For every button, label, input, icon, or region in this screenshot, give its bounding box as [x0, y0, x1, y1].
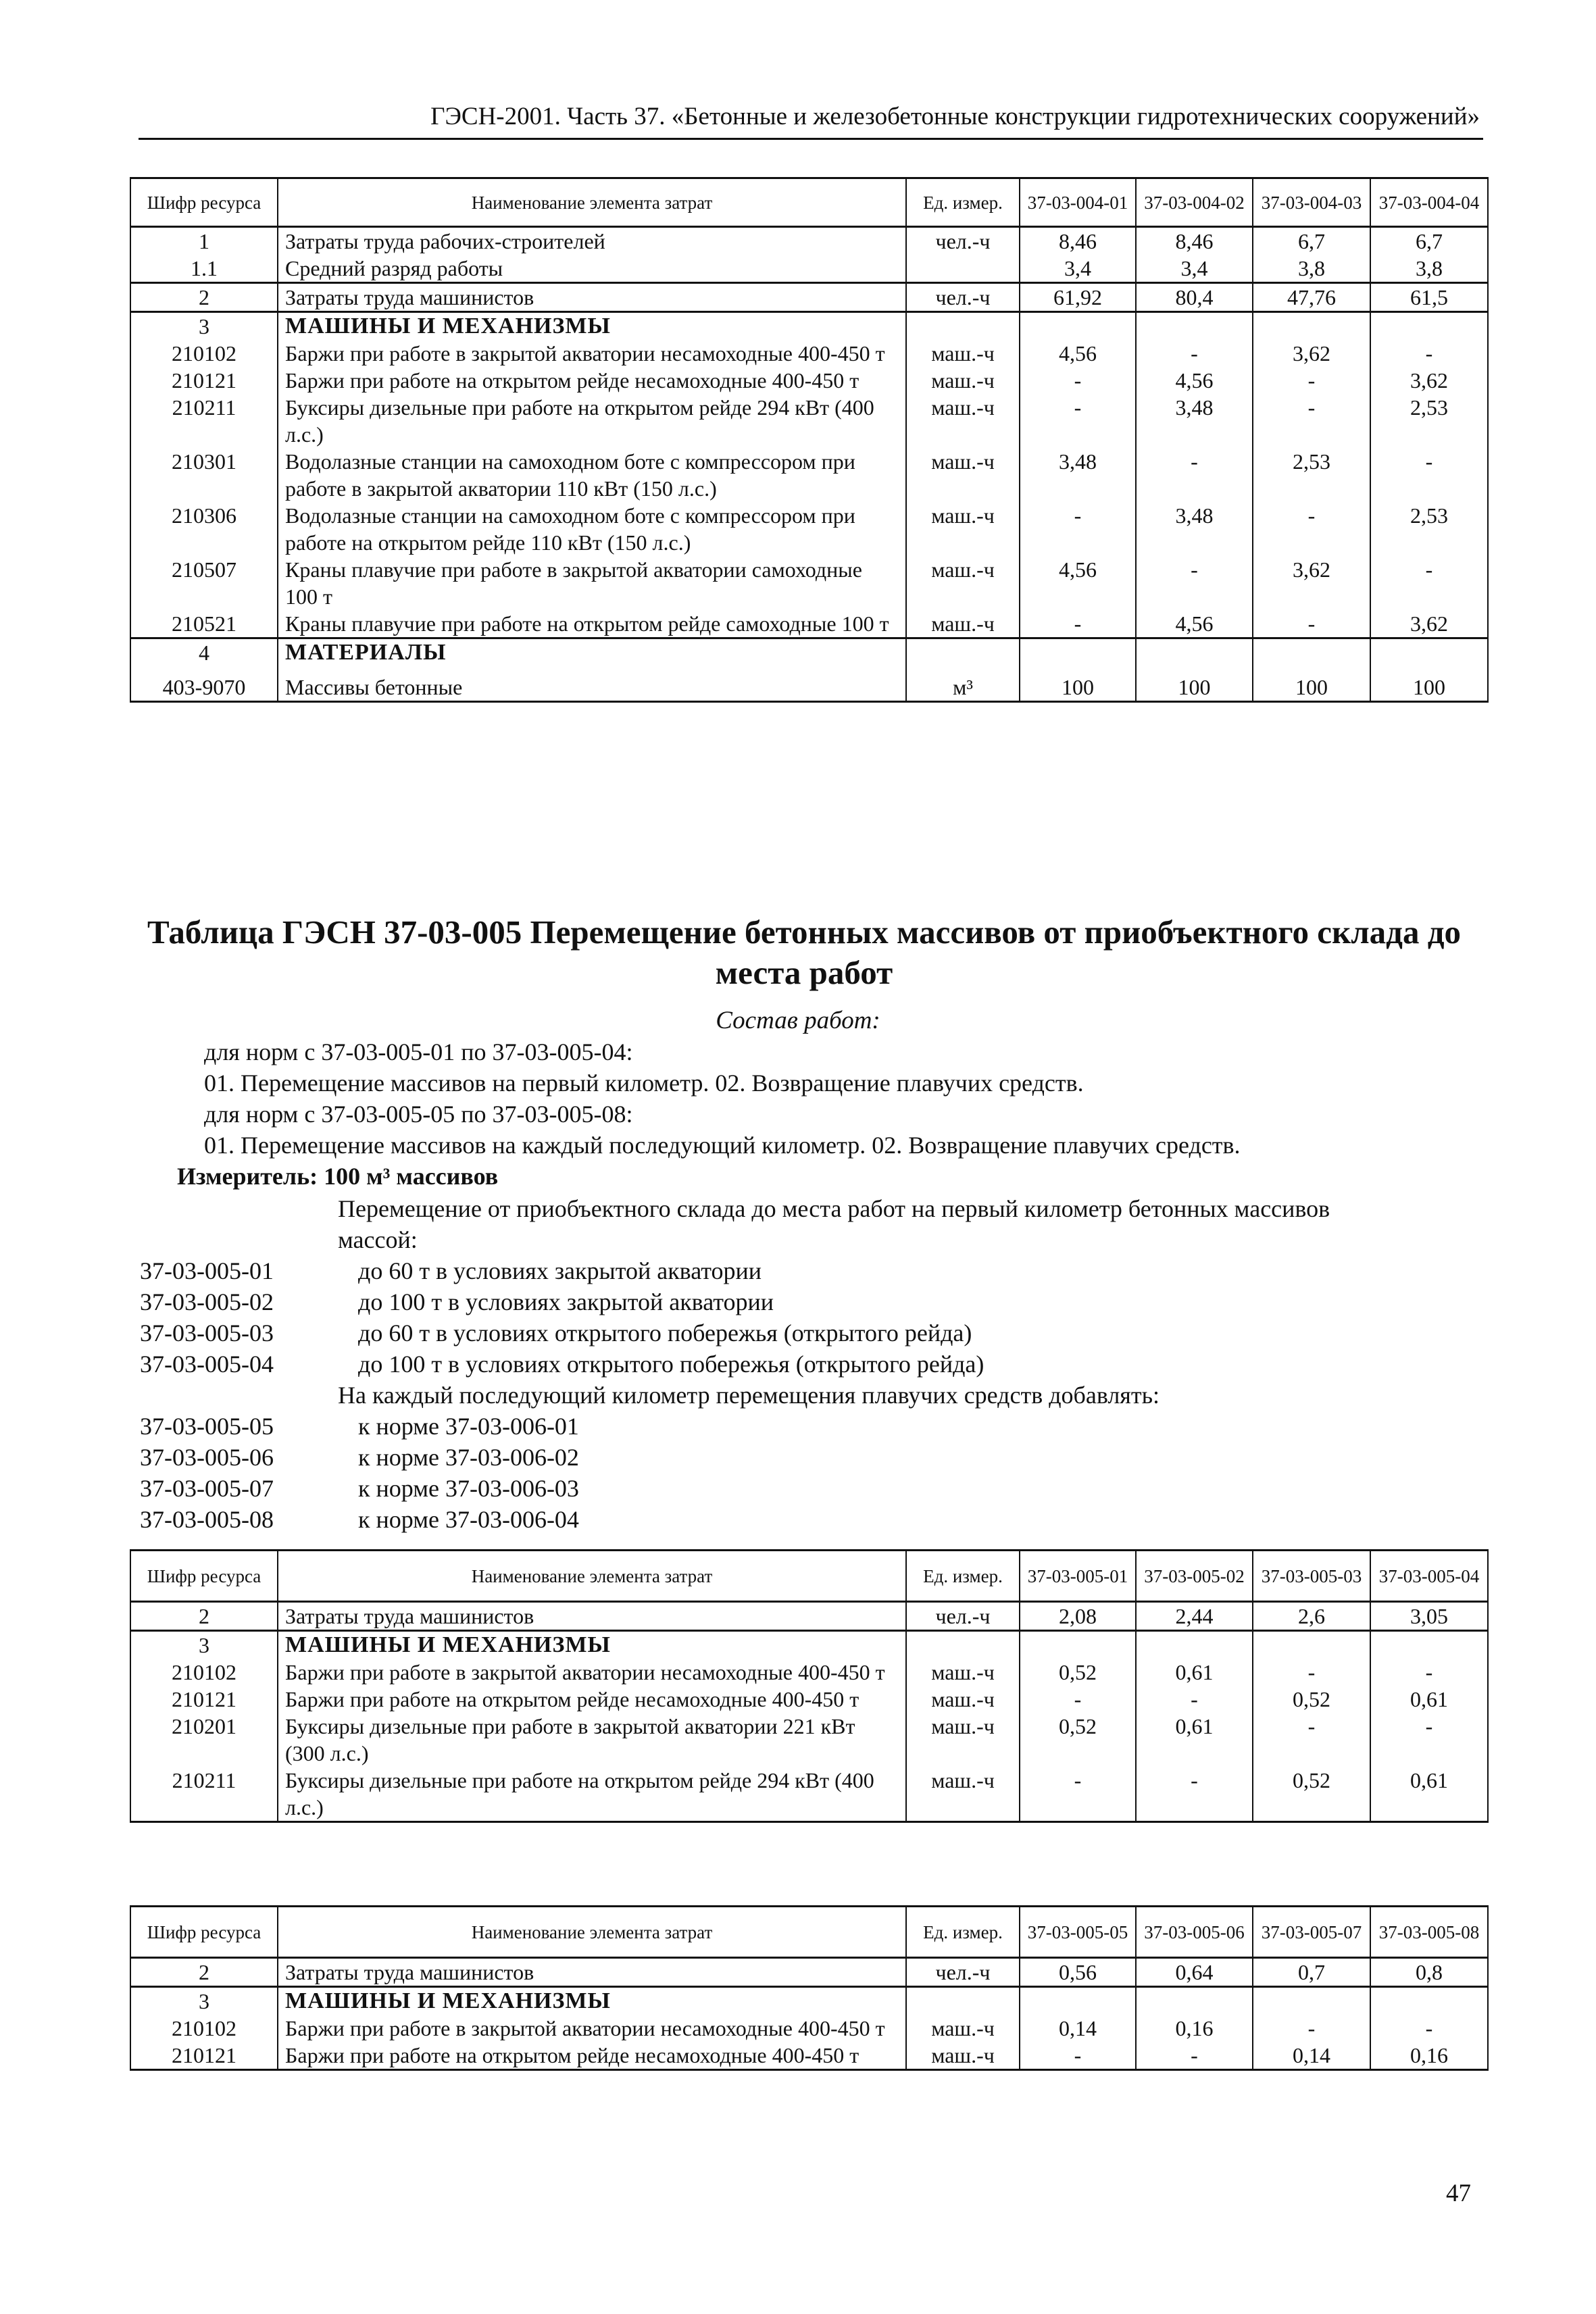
resource-value: -	[1136, 1686, 1253, 1713]
table-row	[130, 1602, 1488, 1631]
resource-unit	[906, 255, 1020, 283]
resource-name: Баржи при работе в закрытой акватории несамоходные 400-450 т	[278, 1659, 906, 1686]
resource-code: 3	[130, 1631, 278, 1659]
resource-value: 61,5	[1370, 283, 1488, 312]
norm-description: Перемещение от приобъектного склада до места работ на первый километр бетонных массивов	[338, 1195, 1330, 1222]
norm-description: На каждый последующий километр перемещения плавучих средств добавлять:	[338, 1382, 1160, 1409]
resource-value: -	[1370, 1713, 1488, 1767]
page-number: 47	[1446, 2180, 1471, 2207]
col-name-header: Наименование элемента затрат	[278, 1907, 906, 1958]
resource-value: 100	[1136, 666, 1253, 701]
resource-value: 47,76	[1253, 283, 1370, 312]
resource-unit: чел.-ч	[906, 283, 1020, 312]
resource-name: Краны плавучие при работе на открытом рейде самоходные 100 т	[278, 610, 906, 638]
norm-text: к норме 37-03-006-01	[358, 1413, 579, 1440]
resource-value: 0,61	[1370, 1767, 1488, 1822]
resource-table-005-a	[130, 1549, 1489, 1823]
running-header: ГЭСН-2001. Часть 37. «Бетонные и железобетонные конструкции гидротехнических сооружений»	[430, 103, 1480, 130]
resource-value: 3,62	[1370, 367, 1488, 394]
resource-value: -	[1136, 2042, 1253, 2070]
resource-unit: маш.-ч	[906, 1767, 1020, 1822]
resource-code: 210102	[130, 2015, 278, 2042]
resource-code: 210507	[130, 556, 278, 610]
norm-text: к норме 37-03-006-02	[358, 1444, 579, 1471]
resource-value: 0,56	[1020, 1958, 1136, 1987]
resource-name: Баржи при работе в закрытой акватории несамоходные 400-450 т	[278, 340, 906, 367]
resource-name: Буксиры дизельные при работе в закрытой акватории 221 кВт (300 л.с.)	[278, 1713, 906, 1767]
resource-value: 100	[1020, 666, 1136, 701]
resource-value: 3,8	[1370, 255, 1488, 283]
section-title: МАШИНЫ И МЕХАНИЗМЫ	[278, 1631, 906, 1659]
resource-name: Баржи при работе на открытом рейде несамоходные 400-450 т	[278, 367, 906, 394]
resource-unit: чел.-ч	[906, 227, 1020, 255]
col-code-header: 37-03-005-08	[1370, 1907, 1488, 1958]
resource-name: Массивы бетонные	[278, 666, 906, 701]
resource-code: 210211	[130, 1767, 278, 1822]
header-rule	[139, 138, 1483, 140]
resource-value: 3,4	[1136, 255, 1253, 283]
norm-text: к норме 37-03-006-04	[358, 1506, 579, 1533]
resource-value: 6,7	[1253, 227, 1370, 255]
resource-name: Средний разряд работы	[278, 255, 906, 283]
resource-code: 210102	[130, 1659, 278, 1686]
resource-value: 3,62	[1253, 556, 1370, 610]
section-title: МАШИНЫ И МЕХАНИЗМЫ	[278, 1987, 906, 2015]
resource-name: Затраты труда машинистов	[278, 1602, 906, 1631]
col-shifr-header: Шифр ресурса	[130, 1551, 278, 1602]
col-shifr-header: Шифр ресурса	[130, 178, 278, 227]
resource-code: 2	[130, 283, 278, 312]
table-header-row	[130, 178, 1488, 227]
resource-code: 210102	[130, 340, 278, 367]
table-row	[130, 367, 1488, 394]
resource-code: 210521	[130, 610, 278, 638]
resource-value: 80,4	[1136, 283, 1253, 312]
resource-unit: маш.-ч	[906, 2042, 1020, 2070]
table-row	[130, 1767, 1488, 1822]
sostav-line: 01. Перемещение массивов на первый километр. 02. Возвращение плавучих средств.	[204, 1070, 1084, 1097]
table-row	[130, 502, 1488, 556]
resource-value: 4,56	[1136, 610, 1253, 638]
table-row	[130, 1958, 1488, 1987]
resource-unit: маш.-ч	[906, 448, 1020, 502]
table-header-row	[130, 1907, 1488, 1958]
izmeritel: Измеритель: 100 м³ массивов	[177, 1163, 499, 1190]
norm-code: 37-03-005-03	[140, 1319, 274, 1347]
resource-value: 3,48	[1020, 448, 1136, 502]
col-code-header: 37-03-004-03	[1253, 178, 1370, 227]
resource-unit: маш.-ч	[906, 367, 1020, 394]
resource-value: -	[1020, 502, 1136, 556]
resource-value: 6,7	[1370, 227, 1488, 255]
resource-unit: маш.-ч	[906, 2015, 1020, 2042]
resource-value: 0,61	[1370, 1686, 1488, 1713]
col-name-header: Наименование элемента затрат	[278, 178, 906, 227]
resource-value: 0,61	[1136, 1713, 1253, 1767]
resource-value: -	[1020, 394, 1136, 448]
resource-value: 2,44	[1136, 1602, 1253, 1631]
resource-name: Буксиры дизельные при работе на открытом рейде 294 кВт (400 л.с.)	[278, 1767, 906, 1822]
section-row	[130, 312, 1488, 341]
resource-code: 210121	[130, 367, 278, 394]
table-row	[130, 556, 1488, 610]
resource-value: 0,52	[1253, 1686, 1370, 1713]
table-row	[130, 1659, 1488, 1686]
norm-text: до 100 т в условиях открытого побережья (открытого рейда)	[358, 1351, 984, 1378]
sostav-line: для норм с 37-03-005-01 по 37-03-005-04:	[204, 1038, 633, 1065]
resource-name: Баржи при работе на открытом рейде несамоходные 400-450 т	[278, 2042, 906, 2070]
norm-code: 37-03-005-06	[140, 1444, 274, 1471]
sostav-line: 01. Перемещение массивов на каждый последующий километр. 02. Возвращение плавучих средств.	[204, 1132, 1241, 1159]
resource-unit: маш.-ч	[906, 1713, 1020, 1767]
col-unit-header: Ед. измер.	[906, 1907, 1020, 1958]
resource-unit: маш.-ч	[906, 610, 1020, 638]
resource-unit: маш.-ч	[906, 340, 1020, 367]
col-code-header: 37-03-004-02	[1136, 178, 1253, 227]
resource-code: 1.1	[130, 255, 278, 283]
resource-value: -	[1253, 2015, 1370, 2042]
table-row	[130, 1713, 1488, 1767]
norm-description: массой:	[338, 1226, 418, 1253]
col-unit-header: Ед. измер.	[906, 1551, 1020, 1602]
norm-code: 37-03-005-01	[140, 1257, 274, 1284]
resource-unit: м³	[906, 666, 1020, 701]
resource-value: -	[1370, 1659, 1488, 1686]
norm-text: до 100 т в условиях закрытой акватории	[358, 1288, 774, 1315]
section-row	[130, 1631, 1488, 1659]
resource-value: -	[1370, 556, 1488, 610]
table-row	[130, 394, 1488, 448]
table-row	[130, 610, 1488, 638]
resource-name: Затраты труда машинистов	[278, 1958, 906, 1987]
col-code-header: 37-03-005-03	[1253, 1551, 1370, 1602]
resource-value: -	[1136, 448, 1253, 502]
resource-value: 3,05	[1370, 1602, 1488, 1631]
resource-name: Затраты труда машинистов	[278, 283, 906, 312]
resource-code: 4	[130, 638, 278, 667]
resource-name: Баржи при работе на открытом рейде несамоходные 400-450 т	[278, 1686, 906, 1713]
resource-value: 8,46	[1020, 227, 1136, 255]
table-row	[130, 448, 1488, 502]
resource-value: 0,14	[1020, 2015, 1136, 2042]
section-row	[130, 1987, 1488, 2015]
resource-value: 0,16	[1136, 2015, 1253, 2042]
resource-value: -	[1136, 1767, 1253, 1822]
resource-value: 100	[1253, 666, 1370, 701]
col-code-header: 37-03-005-01	[1020, 1551, 1136, 1602]
resource-name: Затраты труда рабочих-строителей	[278, 227, 906, 255]
norm-code: 37-03-005-07	[140, 1475, 274, 1502]
resource-value: -	[1253, 502, 1370, 556]
resource-value: -	[1020, 610, 1136, 638]
table-row	[130, 666, 1488, 701]
resource-unit: чел.-ч	[906, 1958, 1020, 1987]
resource-value: -	[1370, 340, 1488, 367]
table-row	[130, 283, 1488, 312]
resource-code: 210211	[130, 394, 278, 448]
table-row	[130, 255, 1488, 283]
resource-value: 2,53	[1370, 502, 1488, 556]
section-title: МАШИНЫ И МЕХАНИЗМЫ	[278, 312, 906, 341]
resource-unit: маш.-ч	[906, 1659, 1020, 1686]
resource-value: 3,4	[1020, 255, 1136, 283]
resource-name: Баржи при работе в закрытой акватории несамоходные 400-450 т	[278, 2015, 906, 2042]
col-code-header: 37-03-004-04	[1370, 178, 1488, 227]
col-shifr-header: Шифр ресурса	[130, 1907, 278, 1958]
resource-value: 2,53	[1253, 448, 1370, 502]
resource-value: 0,52	[1020, 1713, 1136, 1767]
resource-value: 2,6	[1253, 1602, 1370, 1631]
resource-value: 0,7	[1253, 1958, 1370, 1987]
resource-code: 2	[130, 1958, 278, 1987]
resource-value: -	[1253, 394, 1370, 448]
resource-name: Буксиры дизельные при работе на открытом рейде 294 кВт (400 л.с.)	[278, 394, 906, 448]
resource-value: -	[1253, 1659, 1370, 1686]
resource-code: 1	[130, 227, 278, 255]
resource-value: 3,62	[1370, 610, 1488, 638]
resource-unit: маш.-ч	[906, 1686, 1020, 1713]
resource-table-005-b	[130, 1905, 1489, 2071]
resource-value: 2,53	[1370, 394, 1488, 448]
col-name-header: Наименование элемента затрат	[278, 1551, 906, 1602]
norm-text: до 60 т в условиях открытого побережья (открытого рейда)	[358, 1319, 972, 1347]
resource-name: Краны плавучие при работе в закрытой акватории самоходные 100 т	[278, 556, 906, 610]
resource-code: 210121	[130, 2042, 278, 2070]
table-row	[130, 2042, 1488, 2070]
resource-name: Водолазные станции на самоходном боте с компрессором при работе в закрытой акватории 110 кВт (150 л.с.)	[278, 448, 906, 502]
resource-code: 210306	[130, 502, 278, 556]
resource-value: 0,61	[1136, 1659, 1253, 1686]
sostav-line: для норм с 37-03-005-05 по 37-03-005-08:	[204, 1101, 633, 1128]
resource-value: 0,14	[1253, 2042, 1370, 2070]
resource-unit: маш.-ч	[906, 394, 1020, 448]
norm-code: 37-03-005-05	[140, 1413, 274, 1440]
resource-table-004	[130, 177, 1489, 703]
resource-value: 0,52	[1020, 1659, 1136, 1686]
resource-value: 0,64	[1136, 1958, 1253, 1987]
resource-value: -	[1253, 367, 1370, 394]
resource-value: -	[1370, 2015, 1488, 2042]
resource-value: 4,56	[1020, 556, 1136, 610]
resource-value: 61,92	[1020, 283, 1136, 312]
table-header-row	[130, 1551, 1488, 1602]
table-row	[130, 2015, 1488, 2042]
resource-code: 403-9070	[130, 666, 278, 701]
resource-code: 210121	[130, 1686, 278, 1713]
resource-value: -	[1020, 1767, 1136, 1822]
norm-code: 37-03-005-08	[140, 1506, 274, 1533]
resource-value: -	[1370, 448, 1488, 502]
resource-value: 100	[1370, 666, 1488, 701]
resource-code: 3	[130, 312, 278, 341]
resource-code: 210301	[130, 448, 278, 502]
resource-unit: маш.-ч	[906, 502, 1020, 556]
table-row	[130, 227, 1488, 255]
resource-value: 8,46	[1136, 227, 1253, 255]
section-row	[130, 638, 1488, 667]
col-code-header: 37-03-005-05	[1020, 1907, 1136, 1958]
col-code-header: 37-03-004-01	[1020, 178, 1136, 227]
norm-code: 37-03-005-04	[140, 1351, 274, 1378]
resource-value: 0,52	[1253, 1767, 1370, 1822]
resource-name: Водолазные станции на самоходном боте с компрессором при работе на открытом рейде 110 кВт (150 л.с.)	[278, 502, 906, 556]
resource-unit: маш.-ч	[906, 556, 1020, 610]
resource-value: -	[1020, 2042, 1136, 2070]
resource-code: 210201	[130, 1713, 278, 1767]
resource-value: -	[1020, 367, 1136, 394]
resource-value: -	[1136, 556, 1253, 610]
resource-value: -	[1136, 340, 1253, 367]
resource-value: 0,16	[1370, 2042, 1488, 2070]
resource-value: 3,8	[1253, 255, 1370, 283]
col-code-header: 37-03-005-06	[1136, 1907, 1253, 1958]
section-title: МАТЕРИАЛЫ	[278, 638, 906, 667]
table-title: Таблица ГЭСН 37-03-005 Перемещение бетонных массивов от приобъектного склада до места работ	[147, 913, 1462, 991]
resource-value: 3,48	[1136, 502, 1253, 556]
table-row	[130, 340, 1488, 367]
resource-unit: чел.-ч	[906, 1602, 1020, 1631]
norm-text: к норме 37-03-006-03	[358, 1475, 579, 1502]
sostav-label: Состав работ:	[716, 1007, 880, 1034]
resource-code: 2	[130, 1602, 278, 1631]
col-code-header: 37-03-005-07	[1253, 1907, 1370, 1958]
resource-code: 3	[130, 1987, 278, 2015]
resource-value: 3,48	[1136, 394, 1253, 448]
col-unit-header: Ед. измер.	[906, 178, 1020, 227]
table-row	[130, 1686, 1488, 1713]
resource-value: -	[1253, 610, 1370, 638]
resource-value: 3,62	[1253, 340, 1370, 367]
resource-value: 2,08	[1020, 1602, 1136, 1631]
col-code-header: 37-03-005-04	[1370, 1551, 1488, 1602]
resource-value: -	[1020, 1686, 1136, 1713]
resource-value: -	[1253, 1713, 1370, 1767]
col-code-header: 37-03-005-02	[1136, 1551, 1253, 1602]
resource-value: 0,8	[1370, 1958, 1488, 1987]
norm-text: до 60 т в условиях закрытой акватории	[358, 1257, 762, 1284]
norm-code: 37-03-005-02	[140, 1288, 274, 1315]
resource-value: 4,56	[1020, 340, 1136, 367]
resource-value: 4,56	[1136, 367, 1253, 394]
